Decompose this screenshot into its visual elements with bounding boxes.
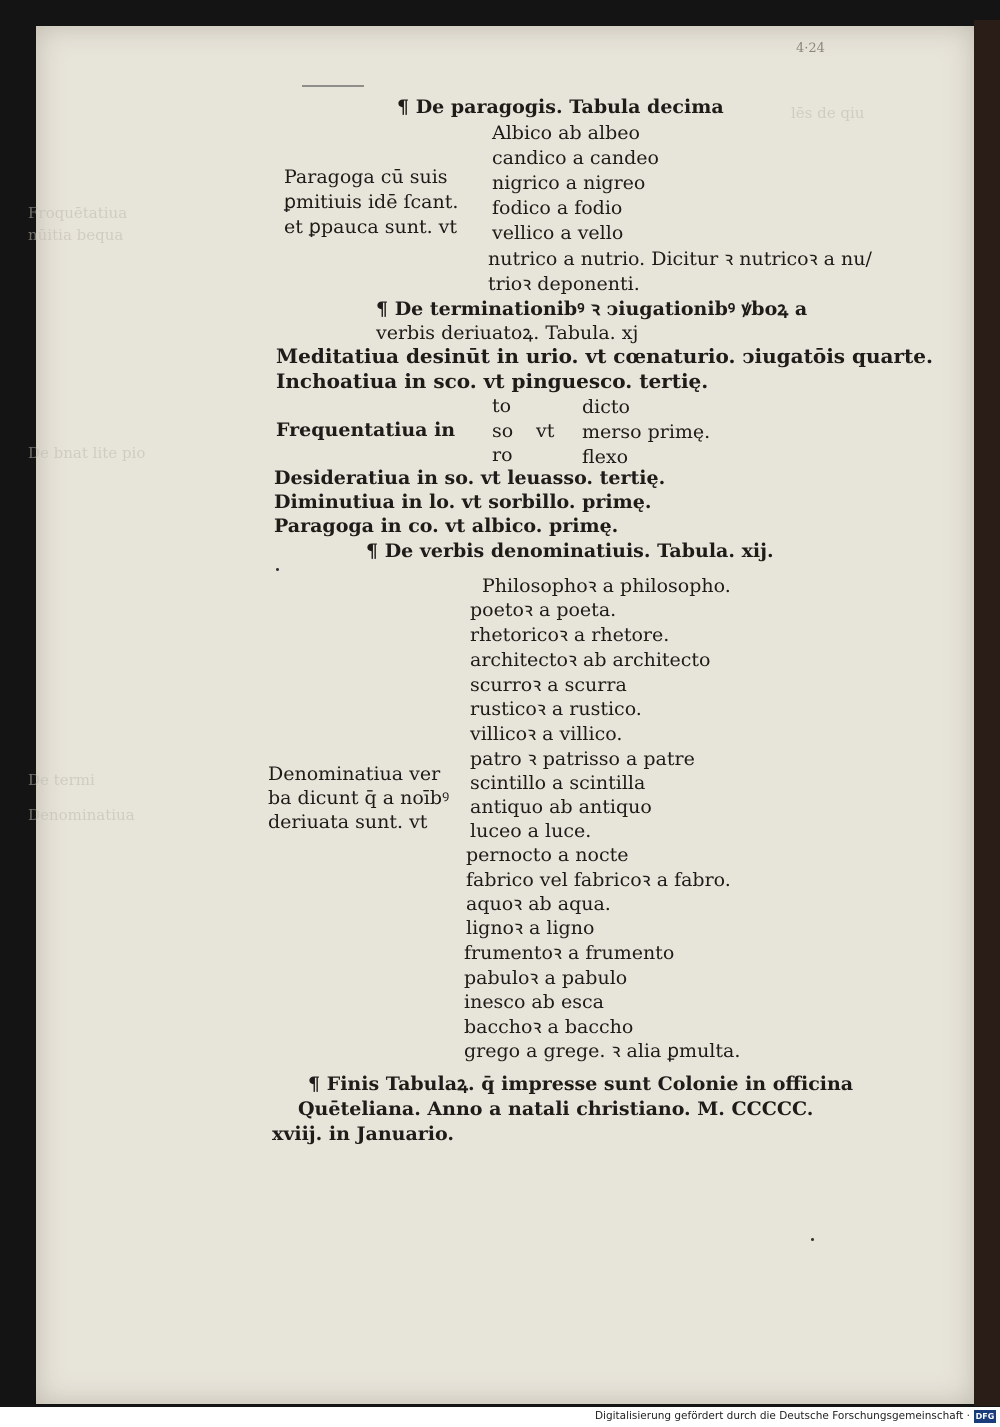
paragoga-entry: candico a candeo — [492, 147, 659, 169]
denominativa-entry: aquoꝛ ab aqua. — [466, 893, 611, 915]
denominativa-side-label: ba dicunt q̄ a noībꝰ — [268, 787, 450, 809]
funding-credit: Digitalisierung gefördert durch die Deutsche Forschungsgemeinschaft · — [594, 1410, 970, 1422]
verb-type-line: Inchoatiua in sco. vt pinguesco. tertię. — [276, 369, 709, 393]
bleed-through-text: De termi — [28, 771, 95, 789]
paragoga-side-label: Paragoga cū suis — [284, 166, 448, 188]
section-heading-tabula-xj-cont: verbis deriuatoꝝ. Tabula. xj — [376, 322, 639, 344]
ink-dash — [302, 85, 364, 87]
verb-type-line: Meditatiua desinūt in urio. vt cœnaturio. ↄiugatōis quarte. — [276, 344, 933, 368]
denominativa-entry: luceo a luce. — [470, 820, 592, 842]
denominativa-entry: lignoꝛ a ligno — [466, 917, 595, 939]
denominativa-entry: scurroꝛ a scurra — [470, 674, 627, 696]
denominativa-entry: pernocto a nocte — [466, 844, 629, 866]
denominativa-entry: antiquo ab antiquo — [470, 796, 652, 818]
denominativa-entry: scintillo a scintilla — [470, 772, 646, 794]
denominativa-side-label: deriuata sunt. vt — [268, 811, 428, 833]
denominativa-entry: bacchoꝛ a baccho — [464, 1016, 634, 1038]
colophon-line: ¶ Finis Tabulaꝝ. q̄ impresse sunt Colonie in officina — [308, 1073, 854, 1095]
frequentativa-ending: so — [492, 420, 514, 442]
denominativa-entry: inesco ab esca — [464, 991, 604, 1013]
denominativa-entry: architectoꝛ ab architecto — [470, 649, 711, 671]
denominativa-entry: poetoꝛ a poeta. — [470, 599, 617, 621]
paragoga-entry: Albico ab albeo — [492, 122, 640, 144]
frequentativa-example: merso primę. — [582, 421, 711, 443]
section-heading-tabula-xj: ¶ De terminationibꝰ ꝛ ↄiugationibꝰ ꝟboꝝ a — [376, 298, 808, 320]
paragoga-entry: nigrico a nigreo — [492, 172, 646, 194]
frequentativa-ending: to — [492, 395, 512, 417]
denominativa-entry: frumentoꝛ a frumento — [464, 942, 675, 964]
ink-speck — [276, 568, 279, 571]
page-number: 4·24 — [796, 41, 825, 56]
bleed-through-text: lēs de qiu — [791, 104, 865, 122]
colophon-line: Quēteliana. Anno a natali christiano. M. CCCCC. — [298, 1098, 814, 1120]
bleed-through-text: nūitia bequa — [28, 226, 124, 244]
book-edge — [974, 20, 1000, 1406]
paragoga-side-label: et ꝑpauca sunt. vt — [284, 216, 458, 238]
frequentativa-label: Frequentatiua in — [276, 419, 456, 441]
dfg-logo: DFG — [975, 1412, 995, 1421]
footer-bar — [0, 1407, 1000, 1427]
verb-type-line: Desideratiua in so. vt leuasso. tertię. — [274, 467, 666, 489]
bleed-through-text: Denominatiua — [28, 806, 135, 824]
denominativa-side-label: Denominatiua ver — [268, 763, 441, 785]
frequentativa-example: flexo — [582, 446, 629, 468]
paragoga-side-label: ꝑmitiuis idē ſcant. — [284, 191, 459, 213]
frequentativa-ending: ro — [492, 444, 513, 466]
denominativa-entry: Philosophoꝛ a philosopho. — [482, 575, 731, 597]
denominativa-entry: rhetoricoꝛ a rhetore. — [470, 624, 670, 646]
verb-type-line: Paragoga in co. vt albico. primę. — [274, 515, 619, 537]
paragoga-entry: fodico a fodio — [492, 197, 623, 219]
verb-type-line: Diminutiua in lo. vt sorbillo. primę. — [274, 491, 652, 513]
bleed-through-text: De bnat lite pio — [28, 444, 146, 462]
section-heading-tabula-x: ¶ De paragogis. Tabula decima — [397, 96, 724, 118]
denominativa-entry: grego a grege. ꝛ alia ꝑmulta. — [464, 1040, 741, 1062]
section-heading-tabula-xij: ¶ De verbis denominatiuis. Tabula. xij. — [366, 540, 774, 562]
ink-speck — [811, 1238, 814, 1241]
bleed-through-text: Froquētatiua — [28, 204, 128, 222]
denominativa-entry: patro ꝛ patrisso a patre — [470, 748, 695, 770]
paragoga-entry: nutrico a nutrio. Dicitur ꝛ nutricoꝛ a nu/ — [488, 248, 872, 270]
denominativa-entry: rusticoꝛ a rustico. — [470, 698, 642, 720]
manuscript-page — [28, 26, 974, 1404]
frequentativa-vt: vt — [536, 420, 555, 442]
denominativa-entry: fabrico vel fabricoꝛ a fabro. — [466, 869, 731, 891]
paragoga-entry: trioꝛ deponenti. — [488, 273, 640, 295]
colophon-line: xviij. in Januario. — [272, 1123, 454, 1145]
denominativa-entry: villicoꝛ a villico. — [470, 723, 623, 745]
frequentativa-example: dicto — [582, 396, 630, 418]
paragoga-entry: vellico a vello — [492, 222, 624, 244]
denominativa-entry: pabuloꝛ a pabulo — [464, 967, 628, 989]
